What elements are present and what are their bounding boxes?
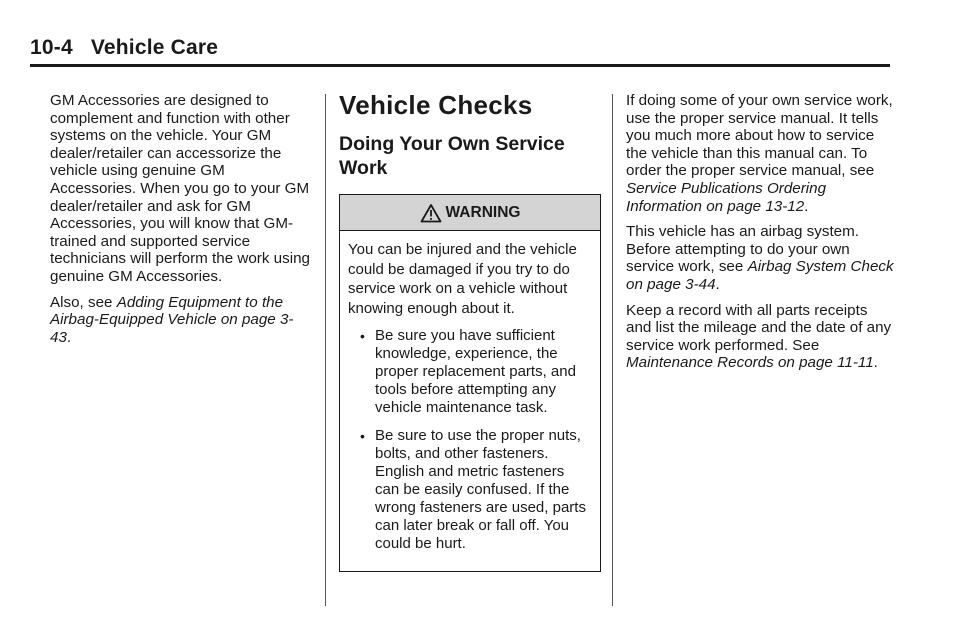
bullet-dot-icon: • [360, 328, 365, 344]
column-divider-left [325, 94, 326, 606]
service-manual-paragraph [626, 92, 894, 215]
service-publications-link[interactable]: Service Publications Ordering Information on page 13-12 [626, 179, 827, 215]
warning-bullet-text: Be sure you have sufficient knowledge, experience, the proper replacement parts, and tools before attempting any vehicle maintenance task. [375, 327, 576, 416]
adding-equipment-link[interactable]: Adding Equipment to the Airbag-Equipped Vehicle on page 3-43 [50, 293, 294, 346]
records-text: Keep a record with all parts receipts and list the mileage and the date of any service work performed. See [626, 301, 892, 354]
column-middle [339, 92, 601, 572]
column-divider-right [612, 94, 613, 606]
see-also-suffix: . [66, 328, 72, 346]
warning-label: WARNING [445, 203, 521, 221]
warning-box [339, 194, 601, 572]
column-left [50, 92, 312, 354]
airbag-paragraph [626, 223, 894, 293]
warning-intro: You can be injured and the vehicle could be damaged if you try to do service work on a vehicle without knowing enough about it. [348, 241, 577, 317]
maintenance-records-link[interactable]: Maintenance Records on page 11-11 [626, 354, 874, 372]
service-manual-text: If doing some of your own service work, use the proper service manual. It tells you much more about how to service the vehicle than this manual can. To order the proper service manual, see [626, 92, 893, 180]
bullet-dot-icon: • [360, 428, 365, 444]
airbag-text: This vehicle has an airbag system. Before attempting to do your own service work, see [626, 223, 859, 276]
page-header-title [30, 36, 218, 60]
airbag-suffix: . [715, 275, 720, 293]
see-also-paragraph [50, 294, 312, 347]
warning-bullet-list [348, 327, 592, 553]
see-also-prefix: Also, see [50, 293, 113, 311]
vehicle-checks-heading: Vehicle Checks [339, 90, 533, 120]
records-suffix: . [873, 354, 878, 372]
header-rule [30, 64, 890, 67]
warning-bullet-item [348, 327, 592, 417]
section-title: Vehicle Care [90, 36, 219, 59]
column-right [626, 92, 894, 380]
warning-header [340, 195, 600, 231]
section-number: 10-4 [30, 36, 73, 59]
warning-bullet-text: Be sure to use the proper nuts, bolts, and other fasteners. English and metric fasteners can be easily confused. If the wrong fasteners are used, parts can later break or fall off. You could be hurt. [375, 427, 586, 552]
service-manual-suffix: . [804, 197, 809, 215]
warning-body [340, 231, 600, 571]
own-service-heading: Doing Your Own Service Work [339, 133, 565, 179]
records-paragraph [626, 302, 894, 372]
accessories-paragraph: GM Accessories are designed to complement and function with other systems on the vehicle. Your GM dealer/retailer can accessorize the vehicle using genuine GM Accessories. When you go to your GM dealer/retailer and ask for GM Accessories, you will know that GM-trained and supported service technicians will perform the work using genuine GM Accessories. [50, 92, 310, 285]
warning-triangle-icon [420, 203, 442, 223]
page-header [30, 36, 890, 66]
warning-bullet-item [348, 427, 592, 553]
airbag-system-check-link[interactable]: Airbag System Check on page 3-44 [626, 258, 894, 293]
